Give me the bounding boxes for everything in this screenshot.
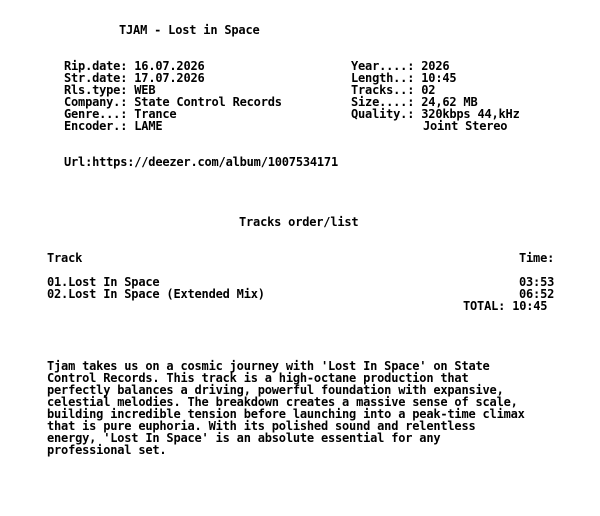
track-item-2: 02.Lost In Space (Extended Mix) bbox=[47, 287, 265, 301]
tracks-count-value: 02 bbox=[421, 83, 436, 97]
year-label: Year....: bbox=[351, 59, 415, 73]
company-label: Company.: bbox=[64, 95, 128, 109]
rip-date-value: 16.07.2026 bbox=[134, 59, 205, 73]
encoder-value: LAME bbox=[134, 119, 163, 133]
url-link[interactable]: https://deezer.com/album/1007534171 bbox=[92, 155, 338, 169]
quality-label: Quality.: bbox=[351, 107, 415, 121]
length-value: 10:45 bbox=[421, 71, 457, 85]
description-line: perfectly balances a driving, powerful foundation with expansive, bbox=[47, 383, 504, 397]
company-value: State Control Records bbox=[134, 95, 282, 109]
description-line: Tjam takes us on a cosmic journey with 'Lost In Space' on State bbox=[47, 359, 490, 373]
time-column-header: Time: bbox=[519, 251, 555, 265]
track-item-1: 01.Lost In Space bbox=[47, 275, 160, 289]
size-label: Size....: bbox=[351, 95, 415, 109]
total-label: TOTAL: bbox=[463, 299, 506, 313]
rls-type-value: WEB bbox=[134, 83, 156, 97]
str-date-label: Str.date: bbox=[64, 71, 128, 85]
str-date-value: 17.07.2026 bbox=[134, 71, 205, 85]
encoder-row bbox=[64, 120, 162, 132]
size-value: 24,62 MB bbox=[421, 95, 478, 109]
description-line: celestial melodies. The breakdown creates a massive sense of scale, bbox=[47, 395, 518, 409]
release-title: TJAM - Lost in Space bbox=[119, 23, 260, 37]
genre-value: Trance bbox=[134, 107, 177, 121]
description-line: energy, 'Lost In Space' is an absolute essential for any bbox=[47, 431, 441, 445]
tracks-count-label: Tracks..: bbox=[351, 83, 415, 97]
quality-value: 320kbps 44,kHz bbox=[421, 107, 520, 121]
track-column-header: Track bbox=[47, 251, 83, 265]
quality-extra: Joint Stereo bbox=[423, 119, 508, 133]
description-line: building incredible tension before launching into a peak-time climax bbox=[47, 407, 525, 421]
description-line: that is pure euphoria. With its polished sound and relentless bbox=[47, 419, 476, 433]
genre-label: Genre...: bbox=[64, 107, 128, 121]
url-row bbox=[64, 156, 338, 168]
track-time-1: 03:53 bbox=[519, 275, 555, 289]
total-time: 10:45 bbox=[512, 299, 548, 313]
track-time-2: 06:52 bbox=[519, 287, 555, 301]
url-label: Url: bbox=[64, 155, 93, 169]
rip-date-label: Rip.date: bbox=[64, 59, 128, 73]
length-label: Length..: bbox=[351, 71, 415, 85]
total-row bbox=[463, 300, 547, 312]
tracks-heading: Tracks order/list bbox=[239, 215, 359, 229]
description-line: professional set. bbox=[47, 443, 167, 457]
year-value: 2026 bbox=[421, 59, 450, 73]
description-line: Control Records. This track is a high-octane production that bbox=[47, 371, 469, 385]
rls-type-label: Rls.type: bbox=[64, 83, 128, 97]
encoder-label: Encoder.: bbox=[64, 119, 128, 133]
